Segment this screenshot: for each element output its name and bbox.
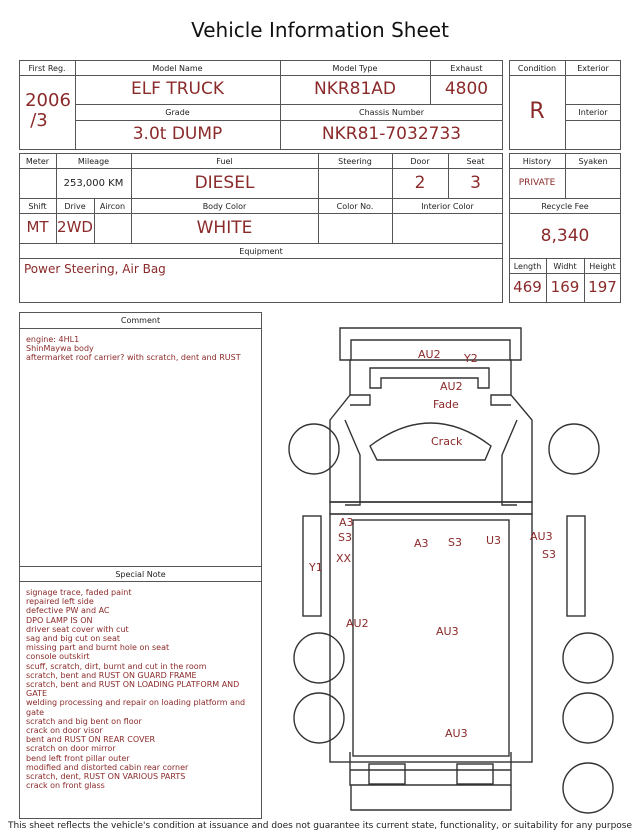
comment-label: Comment [120,316,161,325]
history-value: PRIVATE [518,178,556,188]
exhaust-value: 4800 [444,79,489,99]
drive-value: 2WD [57,218,93,236]
shift-value: MT [26,218,49,236]
mileage-label: Mileage [77,157,110,166]
note-line: crack on front glass [26,781,105,791]
comment-line: aftermarket roof carrier? with scratch, dent and RUST [26,353,241,363]
note-line: scuff, scratch, dirt, burnt and cut in the room [26,661,207,671]
note-line: missing part and burnt hole on seat [26,643,170,653]
note-line: console outskirt [26,652,90,662]
note-line: scratch, dent, RUST ON VARIOUS PARTS [26,772,186,782]
comment-line: ShinMaywa body [26,344,94,354]
width-label: Widht [553,262,577,271]
color-no-label: Color No. [336,202,374,211]
height-label: Height [589,262,616,271]
meter-label: Meter [25,157,50,166]
note-line: defective PW and AC [26,606,110,616]
exhaust-label: Exhaust [450,64,483,73]
front-right-wheel [549,424,599,474]
note-line: welding processing and repair on loading platform and gate [26,698,246,717]
vehicle-diagram [285,320,640,820]
model-name-value: ELF TRUCK [130,79,225,99]
grade-value: 3.0t DUMP [132,124,223,144]
damage-left-door: Y1 [309,561,323,574]
page-title: Vehicle Information Sheet [191,18,449,42]
damage-right-cab-1: AU3 [530,530,553,543]
disclaimer-footer: This sheet reflects the vehicle's condition at issuance and does not guarantee its current state, functionality, or suitability for any purpose [7,821,633,831]
note-line: DPO LAMP IS ON [26,615,93,625]
note-line: scratch and big bent on floor [26,716,142,726]
shift-label: Shift [28,202,47,211]
drive-label: Drive [64,202,86,211]
model-type-value: NKR81AD [313,79,397,99]
note-line: sag and big cut on seat [26,634,120,644]
damage-cab-rear-1: A3 [414,537,429,550]
note-line: scratch, bent and RUST ON GUARD FRAME [26,670,197,680]
damage-bed-mid: AU3 [436,625,459,638]
mileage-value: 253,000 KM [63,178,124,189]
rear-bumper-outline [350,752,511,785]
length-label: Length [513,262,542,271]
damage-hood-2: Fade [433,398,459,411]
rear-left-wheel [294,693,344,743]
steering-label: Steering [338,157,372,166]
door-label: Door [410,157,430,166]
front-panel-outline [370,368,489,388]
right-side-panel [567,516,585,616]
fuel-label: Fuel [216,157,233,166]
damage-right-cab-2: S3 [542,548,556,561]
recycle-fee-label: Recycle Fee [541,202,589,211]
interior-label: Interior [578,108,608,117]
interior-color-label: Interior Color [421,202,474,211]
special-note-label: Special Note [115,570,166,579]
damage-bumper-front-2: Y2 [464,352,478,365]
first-reg-year: 2006 [25,90,71,111]
comment-line: engine: 4HL1 [26,335,80,344]
damage-windshield: Crack [431,435,463,448]
mid-left-wheel [294,633,344,683]
chassis-number-value: NKR81-7032733 [321,124,462,144]
note-line: modified and distorted cabin rear corner [26,762,189,772]
height-value: 197 [588,278,617,296]
chassis-number-label: Chassis Number [359,108,424,117]
first-reg-label: First Reg. [28,64,66,73]
damage-left-cab-3: XX [336,552,352,565]
note-line: bend left front pillar outer [26,753,130,763]
front-left-wheel [289,424,339,474]
body-color-label: Body Color [202,202,247,211]
aircon-label: Aircon [99,202,126,211]
condition-value: R [529,99,545,124]
seat-value: 3 [470,173,481,193]
equipment-label: Equipment [239,247,283,256]
syaken-label: Syaken [578,157,608,166]
note-line: scratch on door mirror [26,744,116,754]
model-name-label: Model Name [152,64,203,73]
comment-text [26,335,258,363]
special-note-text [26,588,258,790]
first-reg-month: /3 [30,110,48,131]
cargo-bed-outline [330,514,532,762]
equipment-value: Power Steering, Air Bag [24,262,166,276]
grade-label: Grade [165,108,190,117]
history-label: History [522,157,552,166]
fuel-value: DIESEL [194,173,255,193]
damage-left-cab-2: S3 [338,531,352,544]
damage-bed-rear: AU3 [445,727,468,740]
damage-hood: AU2 [440,380,463,393]
exterior-label: Exterior [577,64,609,73]
damage-cab-rear-3: U3 [486,534,502,547]
model-type-label: Model Type [332,64,378,73]
door-value: 2 [414,173,426,193]
note-line: signage trace, faded paint [26,588,132,597]
length-value: 469 [513,278,542,296]
seat-label: Seat [466,157,485,166]
damage-left-cab-1: A3 [339,516,354,529]
width-value: 169 [550,278,580,296]
note-line: scratch, bent and RUST ON LOADING PLATFORM AND GATE [26,680,240,699]
note-line: driver seat cover with cut [26,624,129,634]
damage-left-bed: AU2 [346,617,369,630]
condition-label: Condition [517,64,557,73]
note-line: repaired left side [26,597,94,607]
damage-cab-rear-2: S3 [448,536,462,549]
mid-right-wheel [563,633,613,683]
damage-bumper-front: AU2 [418,348,441,361]
spare-wheel [563,763,613,813]
rear-right-wheel [563,693,613,743]
note-line: crack on door visor [26,726,103,736]
note-line: bent and RUST ON REAR COVER [26,735,156,745]
body-color-value: WHITE [196,218,253,238]
recycle-fee-value: 8,340 [540,226,590,246]
